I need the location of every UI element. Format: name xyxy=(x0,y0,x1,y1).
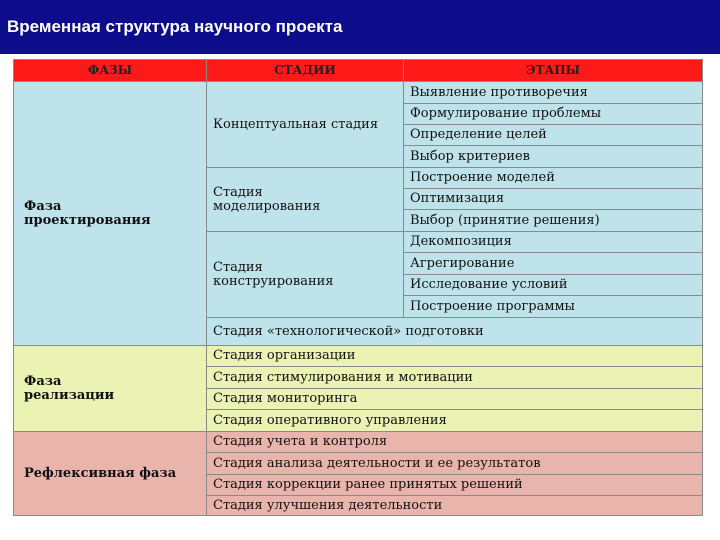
stage-technological: Стадия «технологической» подготовки xyxy=(207,318,702,346)
step-row: Выбор (принятие решения) xyxy=(404,210,702,232)
header-stages: СТАДИИ xyxy=(207,60,404,82)
step-row: Агрегирование xyxy=(404,253,702,275)
slide-title: Временная структура научного проекта xyxy=(7,17,343,36)
phase-realization-label-2: реализации xyxy=(24,387,115,403)
stage-row: Стадия оперативного управления xyxy=(207,410,702,432)
step-row: Формулирование проблемы xyxy=(404,104,702,125)
phase-reflexive xyxy=(14,432,207,515)
step-row: Исследование условий xyxy=(404,275,702,296)
stage-row: Стадия организации xyxy=(207,346,702,367)
stage-row: Стадия анализа деятельности и ее результатов xyxy=(207,453,702,475)
stage-modeling: Стадия моделирования xyxy=(207,168,404,232)
step-row: Выбор критериев xyxy=(404,146,702,168)
phase-realization-label-1: Фаза xyxy=(24,373,62,389)
phase-design xyxy=(14,82,207,346)
project-structure-table xyxy=(13,59,703,516)
step-row: Построение программы xyxy=(404,296,702,318)
step-row: Определение целей xyxy=(404,125,702,146)
stage-row: Стадия улучшения деятельности xyxy=(207,496,702,515)
stage-row: Стадия учета и контроля xyxy=(207,432,702,453)
stage-construction: Стадия конструирования xyxy=(207,232,404,318)
phase-reflexive-label: Рефлексивная фаза xyxy=(24,465,177,481)
phase-design-label-1: Фаза xyxy=(24,198,62,214)
step-row: Декомпозиция xyxy=(404,232,702,253)
stage-conceptual: Концептуальная стадия xyxy=(207,82,404,168)
stage-row: Стадия коррекции ранее принятых решений xyxy=(207,475,702,496)
step-row: Оптимизация xyxy=(404,189,702,210)
phase-design-label-2: проектирования xyxy=(24,212,151,228)
header-phases: ФАЗЫ xyxy=(14,60,207,82)
stage-row: Стадия стимулирования и мотивации xyxy=(207,367,702,389)
title-bar xyxy=(0,0,720,54)
step-row: Построение моделей xyxy=(404,168,702,189)
header-steps: ЭТАПЫ xyxy=(404,60,702,82)
stage-row: Стадия мониторинга xyxy=(207,389,702,410)
step-row: Выявление противоречия xyxy=(404,82,702,104)
phase-realization xyxy=(14,346,207,432)
